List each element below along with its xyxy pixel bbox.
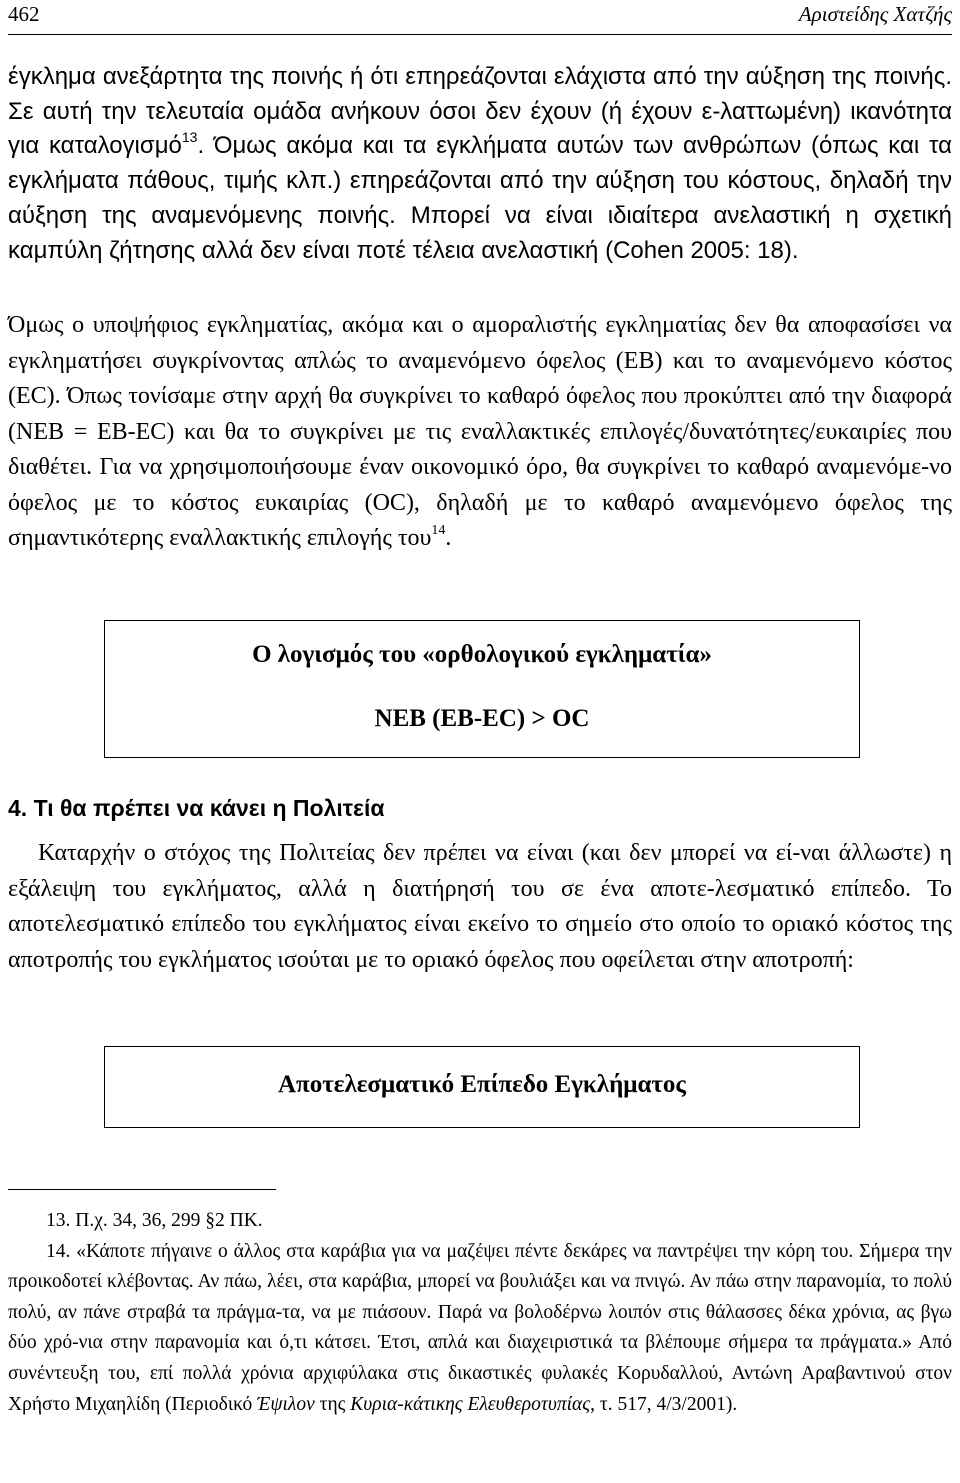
- footnote-ref-14[interactable]: 14: [431, 523, 446, 538]
- header-rule: [8, 34, 952, 35]
- footnote-14-text-c: , τ. 517, 4/3/2001).: [590, 1393, 738, 1415]
- footnote-14: [8, 1237, 952, 1421]
- footnote-13: 13. Π.χ. 34, 36, 299 §2 ΠΚ.: [46, 1210, 263, 1231]
- paragraph-2-text-a: Όμως ο υποψήφιος εγκληματίας, ακόμα και ο αμοραλιστής εγκληματίας δεν θα αποφασίσει να εγκληματήσει συγκρίνοντας απλώς το αναμενόμενο όφελος (ΕΒ) και το αναμενόμενο κόστος (ΕC). Όπως τονίσαμε στην αρχή θα συγκρίνει το καθαρό όφελος που προκύπτει από την διαφορά (ΝΕΒ = ΕΒ-ΕC) και θα το συγκρίνει με τις εναλλακτικές επιλογές/δυνατότητες/ευκαιρίες που διαθέτει. Για να χρησιμοποιήσουμε έναν οικονομικό όρο, θα συγκρίνει το καθαρό αναμενόμε-νο όφελος με το κόστος ευκαιρίας (ΟC), δηλαδή με το καθαρό αναμενόμενο όφελος της σημαντικότερης εναλλακτικής επιλογής του: [8, 312, 952, 551]
- footnote-14-magazine: Έψιλον: [257, 1393, 315, 1415]
- page-number: 462: [8, 2, 40, 26]
- running-author: Αριστείδης Χατζής: [798, 2, 952, 26]
- paragraph-3-text: Καταρχήν ο στόχος της Πολιτείας δεν πρέπει να είναι (και δεν μπορεί να εί-ναι άλλωστε) η εξάλειψη του εγκλήματος, αλλά η διατήρησή του σε ένα αποτε-λεσματικό επίπεδο. Το αποτελεσματικό επίπεδο του εγκλήματος είναι εκείνο το σημείο στο οποίο το οριακό κόστος της αποτροπής του εγκλήματος ισούται με το οριακό όφελος που οφείλεται στην αποτροπή:: [8, 840, 952, 973]
- section-heading: 4. Τι θα πρέπει να κάνει η Πολιτεία: [8, 795, 385, 821]
- paragraph-1-text-b: . Όμως ακόμα και τα εγκλήματα αυτών των ανθρώπων (όπως και τα εγκλήματα πάθους, τιμής κλπ.) επηρεάζονται από την αύξηση του κόστους, δηλαδή την αύξηση της αναμενόμενης ποινής. Μπορεί να είναι ιδιαίτερα ανελαστική η σχετική καμπύλη ζήτησης αλλά δεν είναι ποτέ τέλεια ανελαστική (Cohen 2005: 18).: [8, 132, 952, 264]
- efficient-crime-level-box: [104, 1046, 860, 1128]
- footnote-rule: [8, 1189, 276, 1190]
- paragraph-2-text-b: .: [445, 525, 452, 551]
- rational-criminal-formula: ΝΕΒ (ΕΒ-ΕC) > ΟC: [374, 705, 590, 732]
- paragraph-2-text: [8, 308, 952, 557]
- footnotes: [8, 1206, 952, 1420]
- running-head: [8, 0, 952, 30]
- efficient-crime-level-title: Αποτελεσματικό Επίπεδο Εγκλήματος: [278, 1071, 686, 1098]
- paragraph-2: [8, 308, 952, 557]
- paragraph-1-text-a: έγκλημα ανεξάρτητα της ποινής ή ότι επηρεάζονται ελάχιστα από την αύξηση της ποινής. Σε αυτή την τελευταία ομάδα ανήκουν όσοι δεν έχουν (ή έχουν ε-λαττωμένη) ικανότητα για καταλογισμό: [8, 63, 952, 160]
- footnote-14-text-a: 14. «Κάποτε πήγαινε ο άλλος στα καράβια για να μαζέψει πέντε δεκάρες να παντρέψει την κόρη του. Σήμερα την προικοδοτεί κλέβοντας. Αν πάω, λέει, στα καράβια, μπορεί να βουλιάξει και να πνιγώ. Αν πάω στην παρανομία, το πολύ πολύ, αν πάνε στραβά τα πράγμα-τα, να με πιάσουν. Παρά να βολοδέρνω λοιπόν στις θάλασσες δέκα χρόνια, ας βγω δύο χρό-νια στην παρανομία και ό,τι κάτσει. Έτσι, απλά και διαχειριστικά τα βλέπουμε σήμερα τα πράγματα.» Από συνέντευξη του, επί πολλά χρόνια αρχιφύλακα στις δικαστικές φυλακές Κορυδαλλού, Αντώνη Αραβαντινού στον Χρήστο Μιχαηλίδη (Περιοδικό: [8, 1240, 952, 1415]
- paragraph-3: [8, 836, 952, 978]
- footnote-14-text-b: της: [314, 1393, 351, 1415]
- footnote-ref-13[interactable]: 13: [181, 129, 198, 146]
- paragraph-1-text: [8, 60, 952, 268]
- footnote-14-newspaper: Κυρια-κάτικης Ελευθεροτυπίας: [350, 1393, 591, 1415]
- rational-criminal-box: [104, 620, 860, 758]
- rational-criminal-title: Ο λογισμός του «ορθολογικού εγκληματία»: [252, 641, 712, 668]
- paragraph-1: [8, 60, 952, 268]
